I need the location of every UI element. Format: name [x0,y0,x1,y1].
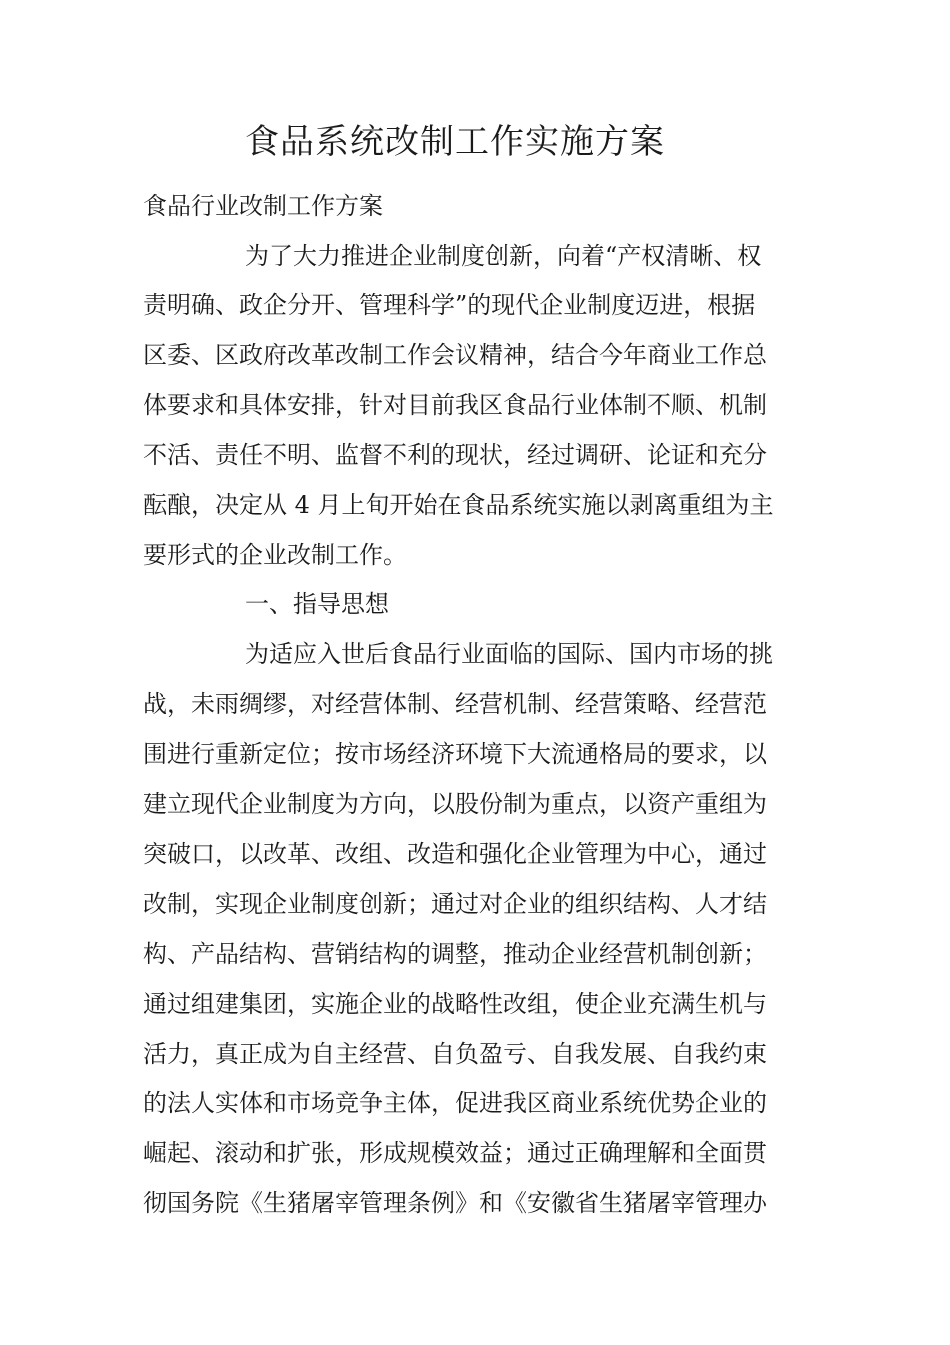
paragraph-line: 体要求和具体安排，针对目前我区食品行业体制不顺、机制 [143,391,767,419]
paragraph-line: 不活、责任不明、监督不利的现状，经过调研、论证和充分 [143,441,767,469]
paragraph-line: 要形式的企业改制工作。 [143,541,407,569]
paragraph-line: 责明确、政企分开、管理科学”的现代企业制度迈进，根据 [143,291,756,319]
paragraph-line: 的法人实体和市场竞争主体，促进我区商业系统优势企业的 [143,1089,767,1117]
paragraph-line: 通过组建集团，实施企业的战略性改组，使企业充满生机与 [143,990,767,1018]
paragraph-line: 区委、区政府改革改制工作会议精神，结合今年商业工作总 [143,341,767,369]
document-subtitle: 食品行业改制工作方案 [143,192,383,220]
paragraph-line: 为了大力推进企业制度创新，向着“产权清晰、权 [245,242,762,270]
paragraph-line: 突破口，以改革、改组、改造和强化企业管理为中心，通过 [143,840,767,868]
section-heading: 一、指导思想 [245,590,389,618]
paragraph-line: 崛起、滚动和扩张，形成规模效益；通过正确理解和全面贯 [143,1139,767,1167]
paragraph-line: 构、产品结构、营销结构的调整，推动企业经营机制创新； [143,940,767,968]
paragraph-line: 围进行重新定位；按市场经济环境下大流通格局的要求，以 [143,740,767,768]
paragraph-line: 改制，实现企业制度创新；通过对企业的组织结构、人才结 [143,890,767,918]
paragraph-line: 活力，真正成为自主经营、自负盈亏、自我发展、自我约束 [143,1040,767,1068]
paragraph-line: 彻国务院《生猪屠宰管理条例》和《安徽省生猪屠宰管理办 [143,1189,767,1217]
paragraph-line: 为适应入世后食品行业面临的国际、国内市场的挑 [245,640,773,668]
paragraph-line: 战，未雨绸缪，对经营体制、经营机制、经营策略、经营范 [143,690,767,718]
document-title: 食品系统改制工作实施方案 [245,122,665,162]
paragraph-line: 酝酿，决定从 4 月上旬开始在食品系统实施以剥离重组为主 [143,491,774,519]
paragraph-line: 建立现代企业制度为方向，以股份制为重点，以资产重组为 [143,790,767,818]
